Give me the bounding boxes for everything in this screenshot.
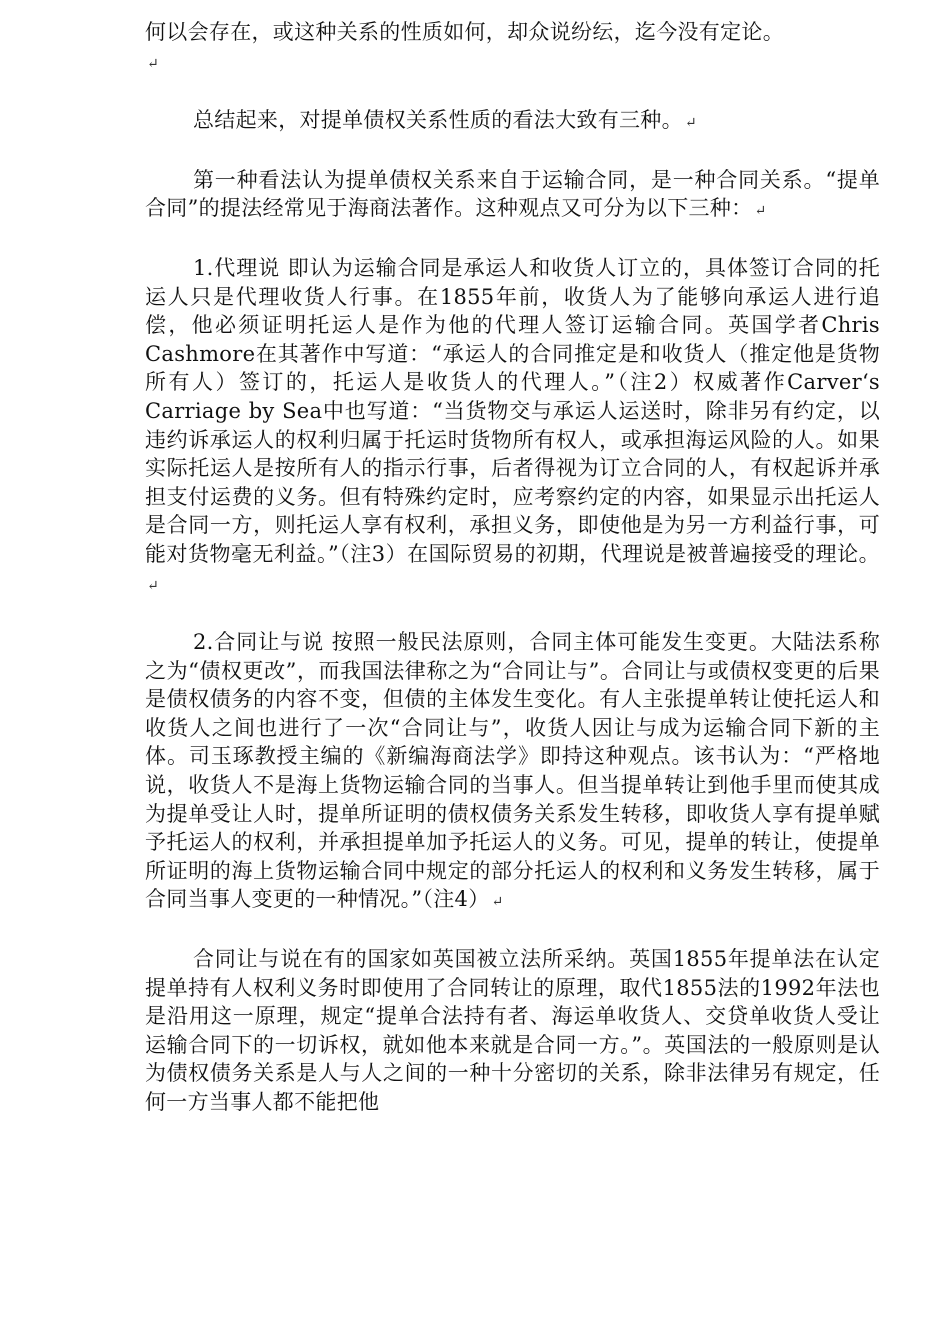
- paragraph-text: 合同让与说在有的国家如英国被立法所采纳。英国1855年提单法在认定提单持有人权利义务时即使用了合同转让的原理，取代1855法的1992年法也是沿用这一原理，规定“提单合法持有者、海运单收货人、交贷单收货人受让运输合同下的一切诉权，就如他本来就是合同一方。”。英国法的一般原则是认为债权债务关系是人与人之间的一种十分密切的关系，除非法律另有规定，任何一方当事人都不能把他: [145, 947, 880, 1114]
- paragraph: [145, 254, 880, 600]
- paragraph: [145, 18, 880, 78]
- paragraph-text: 总结起来，对提单债权关系性质的看法大致有三种。: [193, 108, 683, 133]
- paragraph: [145, 166, 880, 226]
- paragraph-mark-icon: ↵: [147, 55, 159, 72]
- paragraph-text: 2.合同让与说 按照一般民法原则，合同主体可能发生变更。大陆法系称之为“债权更改”，而我国法律称之为“合同让与”。合同让与或债权变更的后果是债权债务的内容不变，但债的主体发生变化。有人主张提单转让使托运人和收货人之间也进行了一次“合同让与”，收货人因让与成为运输合同下新的主体。司玉琢教授主编的《新编海商法学》即持这种观点。该书认为：“严格地说，收货人不是海上货物运输合同的当事人。但当提单转让到他手里而使其成为提单受让人时，提单所证明的债权债务关系发生转移，即收货人享有提单赋予托运人的权利，并承担提单加予托运人的义务。可见，提单的转让，使提单所证明的海上货物运输合同中规定的部分托运人的权利和义务发生转移，属于合同当事人变更的一种情况。”（注4）: [145, 630, 880, 912]
- paragraph-text: 第一种看法认为提单债权关系来自于运输合同，是一种合同关系。“提单合同”的提法经常见于海商法著作。这种观点又可分为以下三种：: [145, 167, 880, 221]
- paragraph-mark-icon: ↵: [684, 115, 697, 132]
- paragraph-text: 1.代理说 即认为运输合同是承运人和收货人订立的，具体签订合同的托运人只是代理收货人行事。在1855年前，收货人为了能够向承运人进行追偿，他必须证明托运人是作为他的代理人签订运输合同。英国学者Chris Cashmore在其著作中写道：“承运人的合同推定是和收货人（推定他是货物所有人）签订的，托运人是收货人的代理人。”（注2）权威著作Carver‘s Carriage by Sea中也写道：“当货物交与承运人运送时，除非另有约定，以违约诉承运人的权利归属于托运时货物所有权人，或承担海运风险的人。如果实际托运人是按所有人的指示行事，后者得视为订立合同的人，有权起诉并承担支付运费的义务。但有特殊约定时，应考察约定的内容，如果显示出托运人是合同一方，则托运人享有权利，承担义务，即使他是为另一方利益行事，可能对货物毫无利益。”（注3）在国际贸易的初期，代理说是被普遍接受的理论。: [145, 255, 880, 566]
- paragraph: [145, 945, 880, 1117]
- paragraph: [145, 106, 880, 138]
- paragraph-mark-icon: ↵: [147, 577, 159, 594]
- paragraph-mark-icon: ↵: [754, 203, 767, 220]
- paragraph-mark-icon: ↵: [491, 894, 504, 911]
- paragraph: [145, 628, 880, 917]
- document-page: [145, 18, 880, 1145]
- paragraph-text: 何以会存在，或这种关系的性质如何，却众说纷纭，迄今没有定论。: [145, 20, 784, 44]
